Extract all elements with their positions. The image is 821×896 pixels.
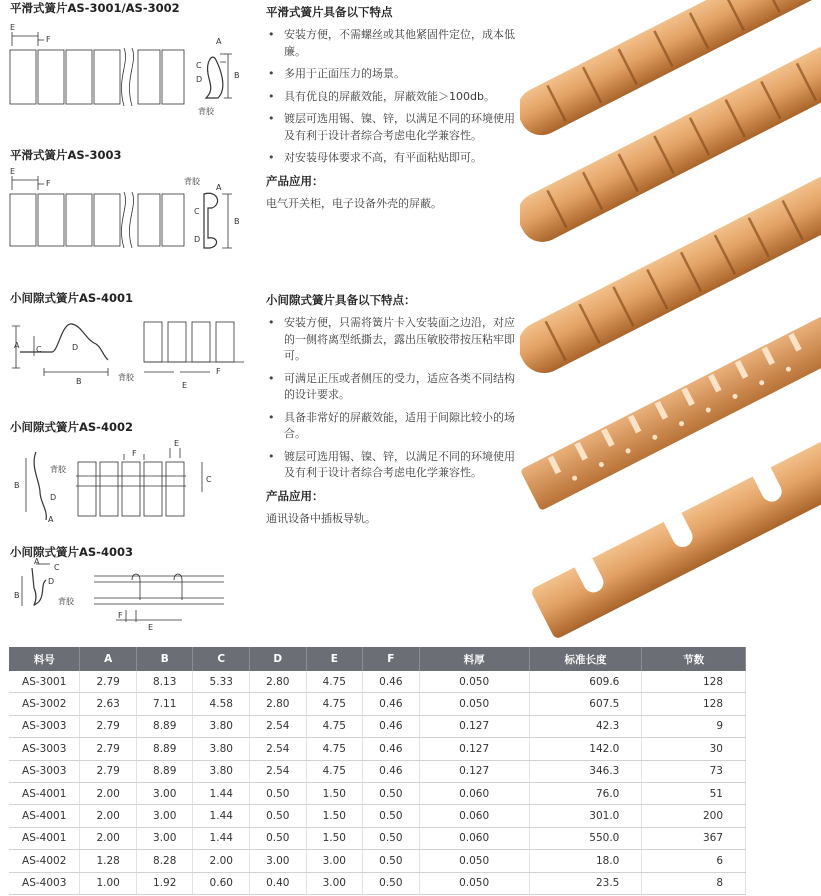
dim-label-a: A <box>216 183 222 192</box>
table-cell: 0.050 <box>419 693 529 715</box>
dim-label-e: E <box>182 381 188 390</box>
table-cell: 0.060 <box>419 805 529 827</box>
table-cell: 73 <box>642 760 746 782</box>
table-header-row <box>9 647 746 671</box>
table-cell: 0.50 <box>363 850 420 872</box>
table-cell: 3.00 <box>250 850 307 872</box>
col-header: 节数 <box>642 647 746 671</box>
table-cell: 8 <box>642 872 746 894</box>
table-cell: 3.80 <box>193 738 250 760</box>
dim-label-a: A <box>216 37 222 46</box>
table-cell: 6 <box>642 850 746 872</box>
features-small-gap <box>266 292 516 526</box>
app-text-small-gap: 通讯设备中插板导轨。 <box>266 511 376 525</box>
product-photo <box>520 0 821 640</box>
app-text-smooth: 电气开关柜，电子设备外壳的屏蔽。 <box>266 196 442 210</box>
list-item: • 多用于正面压力的场景。 <box>268 67 405 80</box>
dim-label-a: A <box>48 515 54 524</box>
dim-label-d: D <box>194 235 201 244</box>
table-cell: 346.3 <box>529 760 642 782</box>
app-title-small-gap: 产品应用： <box>266 488 324 503</box>
dim-label-b: B <box>234 71 240 80</box>
table-cell: 3.80 <box>193 760 250 782</box>
dim-label-e: E <box>148 623 154 632</box>
table-cell: 4.75 <box>306 738 363 760</box>
table-cell: 2.80 <box>250 693 307 715</box>
table-cell: AS-4002 <box>9 850 80 872</box>
table-cell: 2.79 <box>80 738 137 760</box>
drawing-as4001 <box>6 310 256 400</box>
col-header: B <box>136 647 193 671</box>
features-smooth-title: 平滑式簧片具备以下特点 <box>266 5 393 19</box>
table-cell: 1.50 <box>306 805 363 827</box>
table-cell: 0.50 <box>363 827 420 849</box>
col-header: 料号 <box>9 647 80 671</box>
table-cell: 4.58 <box>193 693 250 715</box>
table-cell: 0.46 <box>363 760 420 782</box>
list-item: • 具备非常好的屏蔽效能，适用于间隙比较小的场合。 <box>268 410 515 440</box>
table-cell: 2.54 <box>250 760 307 782</box>
table-cell: 142.0 <box>529 738 642 760</box>
table-cell: 128 <box>642 693 746 715</box>
table-cell: 3.00 <box>136 782 193 804</box>
list-item: • 镀层可选用锡、镍、锌，以满足不同的环境使用及有利于设计者综合考虑电化学兼容性。 <box>268 449 515 479</box>
label-backing-3: 背胶 <box>118 373 134 382</box>
table-cell: 1.44 <box>193 782 250 804</box>
section-title-as3001: 平滑式簧片AS-3001/AS-3002 <box>10 1 180 15</box>
table-cell: 3.00 <box>306 850 363 872</box>
table-row <box>9 827 746 849</box>
table-cell: 0.060 <box>419 827 529 849</box>
table-cell: 1.28 <box>80 850 137 872</box>
dim-label-a: A <box>34 558 40 566</box>
col-header: F <box>363 647 420 671</box>
table-cell: 301.0 <box>529 805 642 827</box>
table-cell: AS-3003 <box>9 738 80 760</box>
dim-label-f: F <box>132 449 137 458</box>
table-cell: AS-3002 <box>9 693 80 715</box>
table-cell: 8.13 <box>136 671 193 693</box>
app-title-smooth: 产品应用： <box>266 173 324 188</box>
table-cell: 7.11 <box>136 693 193 715</box>
table-cell: 0.46 <box>363 738 420 760</box>
list-item: • 可满足正压或者侧压的受力，适应各类不同结构的设计要求。 <box>268 371 515 401</box>
table-cell: 0.50 <box>250 827 307 849</box>
table-cell: 0.050 <box>419 671 529 693</box>
label-backing-2: 背胶 <box>184 177 200 186</box>
table-cell: AS-3003 <box>9 715 80 737</box>
col-header: D <box>250 647 307 671</box>
col-header: A <box>80 647 137 671</box>
table-cell: AS-4003 <box>9 872 80 894</box>
table-row <box>9 872 746 894</box>
dim-label-f: F <box>46 35 51 44</box>
dim-label-e: E <box>174 439 180 448</box>
table-cell: 3.00 <box>306 872 363 894</box>
table-cell: 0.127 <box>419 715 529 737</box>
section-title-as3003: 平滑式簧片AS-3003 <box>10 148 122 162</box>
dim-label-c: C <box>36 345 42 354</box>
table-cell: 1.92 <box>136 872 193 894</box>
dim-label-b: B <box>76 377 82 386</box>
table-cell: 1.00 <box>80 872 137 894</box>
table-cell: 1.44 <box>193 805 250 827</box>
col-header: 标准长度 <box>529 647 642 671</box>
table-cell: 0.050 <box>419 850 529 872</box>
table-cell: 0.060 <box>419 782 529 804</box>
dim-label-b: B <box>14 591 20 600</box>
table-cell: 0.50 <box>363 872 420 894</box>
table-cell: 42.3 <box>529 715 642 737</box>
table-cell: 0.50 <box>250 805 307 827</box>
table-cell: 0.127 <box>419 760 529 782</box>
table-cell: 0.40 <box>250 872 307 894</box>
features-smooth <box>266 4 516 211</box>
table-cell: 367 <box>642 827 746 849</box>
table-cell: 0.46 <box>363 715 420 737</box>
table-cell: 8.89 <box>136 715 193 737</box>
dim-label-b: B <box>234 217 240 226</box>
table-cell: 2.63 <box>80 693 137 715</box>
table-cell: 2.00 <box>193 850 250 872</box>
drawing-as3003 <box>6 164 256 254</box>
table-cell: 0.46 <box>363 693 420 715</box>
table-cell: 8.89 <box>136 738 193 760</box>
drawing-as3001 <box>6 18 256 118</box>
table-cell: 1.50 <box>306 782 363 804</box>
col-header: E <box>306 647 363 671</box>
table-cell: 2.00 <box>80 827 137 849</box>
table-cell: AS-4001 <box>9 805 80 827</box>
dim-label-b: B <box>14 481 20 490</box>
table-cell: 3.00 <box>136 805 193 827</box>
table-cell: 1.44 <box>193 827 250 849</box>
table-cell: 8.89 <box>136 760 193 782</box>
table-row <box>9 693 746 715</box>
table-cell: 2.79 <box>80 760 137 782</box>
table-cell: 2.00 <box>80 805 137 827</box>
dim-label-d: D <box>72 343 79 352</box>
table-cell: 4.75 <box>306 671 363 693</box>
table-cell: 4.75 <box>306 715 363 737</box>
table-cell: 0.60 <box>193 872 250 894</box>
dim-label-e: E <box>10 167 16 176</box>
table-cell: 5.33 <box>193 671 250 693</box>
table-cell: 18.0 <box>529 850 642 872</box>
list-item: • 对安装母体要求不高，有平面粘贴即可。 <box>268 151 482 164</box>
dim-label-f: F <box>46 179 51 188</box>
table-cell: 2.79 <box>80 715 137 737</box>
table-cell: 2.79 <box>80 671 137 693</box>
table-cell: 9 <box>642 715 746 737</box>
table-cell: 0.50 <box>363 782 420 804</box>
list-item: • 安装方便，只需将簧片卡入安装面之边沿，对应的一侧将离型纸撕去，露出压敏胶带按压粘牢即可。 <box>268 316 515 362</box>
table-row <box>9 782 746 804</box>
table-cell: 1.50 <box>306 827 363 849</box>
table-cell: 2.54 <box>250 738 307 760</box>
dim-label-c: C <box>206 475 212 484</box>
table-cell: 51 <box>642 782 746 804</box>
table-cell: 200 <box>642 805 746 827</box>
table-cell: 2.80 <box>250 671 307 693</box>
table-cell: 2.00 <box>80 782 137 804</box>
dim-label-c: C <box>54 563 60 572</box>
list-item: • 镀层可选用锡、镍、锌，以满足不同的环境使用及有利于设计者综合考虑电化学兼容性。 <box>268 112 515 142</box>
table-cell: AS-3003 <box>9 760 80 782</box>
table-row <box>9 850 746 872</box>
table-cell: 0.050 <box>419 872 529 894</box>
label-backing-1: 背胶 <box>198 107 214 116</box>
table-row <box>9 805 746 827</box>
table-cell: 0.50 <box>250 782 307 804</box>
table-cell: 23.5 <box>529 872 642 894</box>
spec-table <box>9 647 746 895</box>
col-header: 料厚 <box>419 647 529 671</box>
list-item: • 安装方便，不需螺丝或其他紧固件定位，成本低廉。 <box>268 28 515 58</box>
table-row <box>9 760 746 782</box>
list-item: • 具有优良的屏蔽效能，屏蔽效能＞100db。 <box>268 89 495 103</box>
drawing-as4003 <box>6 558 256 634</box>
section-title-as4001: 小间隙式簧片AS-4001 <box>10 291 133 305</box>
table-cell: 76.0 <box>529 782 642 804</box>
section-title-as4003: 小间隙式簧片AS-4003 <box>10 545 133 559</box>
label-backing-5: 背胶 <box>58 597 74 606</box>
dim-label-c: C <box>196 61 202 70</box>
dim-label-e: E <box>10 23 16 32</box>
table-row <box>9 738 746 760</box>
dim-label-f: F <box>216 367 221 376</box>
dim-label-a: A <box>14 341 20 350</box>
table-cell: 0.46 <box>363 671 420 693</box>
table-cell: 4.75 <box>306 760 363 782</box>
table-cell: AS-3001 <box>9 671 80 693</box>
table-cell: 3.80 <box>193 715 250 737</box>
table-cell: 607.5 <box>529 693 642 715</box>
dim-label-d: D <box>50 493 57 502</box>
features-small-gap-title: 小间隙式簧片具备以下特点： <box>266 293 416 307</box>
table-cell: 2.54 <box>250 715 307 737</box>
col-header: C <box>193 647 250 671</box>
dim-label-d: D <box>48 577 55 586</box>
table-cell: 30 <box>642 738 746 760</box>
dim-label-c: C <box>194 207 200 216</box>
table-cell: 8.28 <box>136 850 193 872</box>
features-smooth-list <box>266 27 516 167</box>
section-title-as4002: 小间隙式簧片AS-4002 <box>10 420 133 434</box>
table-row <box>9 671 746 693</box>
label-backing-4: 背胶 <box>50 465 66 474</box>
table-cell: 3.00 <box>136 827 193 849</box>
table-cell: 609.6 <box>529 671 642 693</box>
table-cell: 4.75 <box>306 693 363 715</box>
features-small-gap-list <box>266 315 516 482</box>
table-cell: AS-4001 <box>9 782 80 804</box>
dim-label-d: D <box>196 75 203 84</box>
table-cell: 0.127 <box>419 738 529 760</box>
drawing-as4002 <box>6 436 256 526</box>
table-cell: 128 <box>642 671 746 693</box>
table-cell: 550.0 <box>529 827 642 849</box>
table-row <box>9 715 746 737</box>
dim-label-f: F <box>118 611 123 620</box>
table-cell: 0.50 <box>363 805 420 827</box>
table-cell: AS-4001 <box>9 827 80 849</box>
